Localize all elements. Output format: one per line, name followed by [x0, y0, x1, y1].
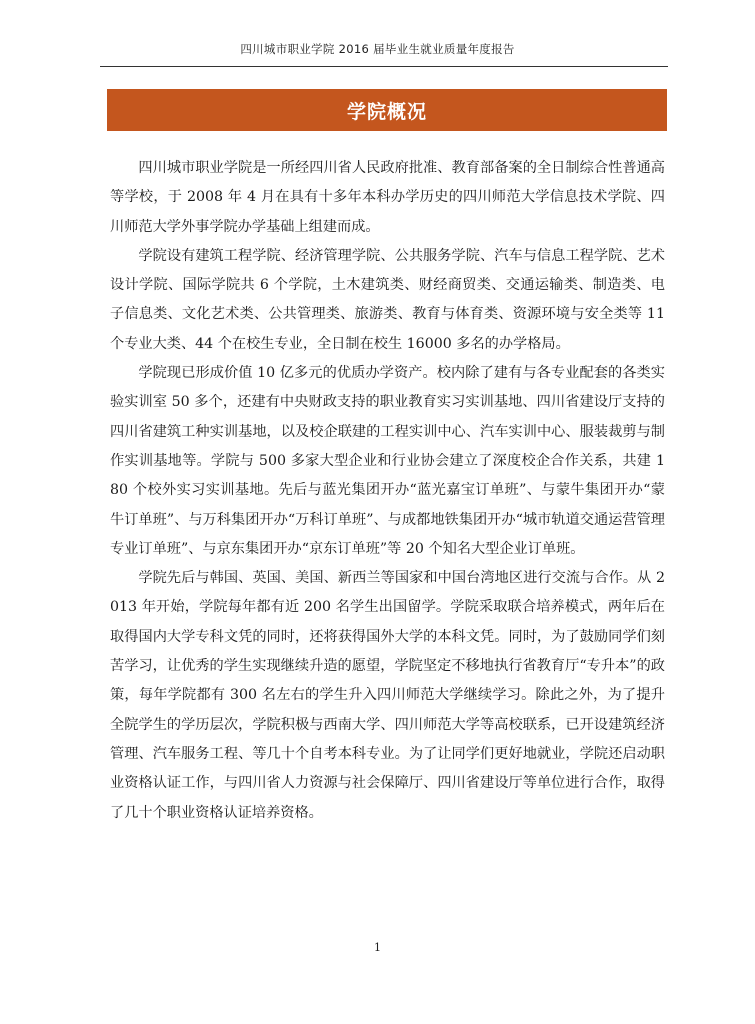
header-rule	[100, 66, 668, 67]
paragraph-international-exchange: 学院先后与韩国、英国、美国、新西兰等国家和中国台湾地区进行交流与合作。从 2013 年开始，学院每年都有近 200 名学生出国留学。学院采取联合培养模式，两年后在取得国内大学专科文凭的同时，还将获得国外大学的本科文凭。同时，为了鼓励同学们刻苦学习，让优秀的学生实现继续升造的愿望，学院坚定不移地执行省教育厅“专升本”的政策，每年学院都有 300 名左右的学生升入四川师范大学继续学习。除此之外，为了提升全院学生的学历层次，学院积极与西南大学、四川师范大学等高校联系，已开设建筑经济管理、汽车服务工程、等几十个自考本科专业。为了让同学们更好地就业，学院还启动职业资格认证工作，与四川省人力资源与社会保障厅、四川省建设厅等单位进行合作，取得了几十个职业资格认证培养资格。	[110, 570, 665, 821]
running-header: 四川城市职业学院 2016 届毕业生就业质量年度报告	[240, 42, 515, 56]
page-number: 1	[374, 941, 381, 954]
paragraph-overview: 四川城市职业学院是一所经四川省人民政府批准、教育部备案的全日制综合性普通高等学校，于 2008 年 4 月在具有十多年本科办学历史的四川师范大学信息技术学院、四川师范大学外事学院办学基础上组建而成。	[110, 160, 665, 235]
body-text	[110, 154, 665, 828]
section-title: 学院概况	[346, 100, 427, 123]
section-title-banner	[107, 89, 667, 131]
paragraph-facilities-partners: 学院现已形成价值 10 亿多元的优质办学资产。校内除了建有与各专业配套的各类实验实训室 50 多个，还建有中央财政支持的职业教育实习实训基地、四川省建设厅支持的四川省建筑工种实训基地，以及校企联建的工程实训中心、汽车实训中心、服装裁剪与制作实训基地等。学院与 500 多家大型企业和行业协会建立了深度校企合作关系，共建 180 个校外实习实训基地。先后与蓝光集团开办“蓝光嘉宝订单班”、与蒙牛集团开办“蒙牛订单班”、与万科集团开办“万科订单班”、与成都地铁集团开办“城市轨道交通运营管理专业订单班”、与京东集团开办“京东订单班”等 20 个知名大型企业订单班。	[110, 365, 665, 557]
paragraph-colleges-majors: 学院设有建筑工程学院、经济管理学院、公共服务学院、汽车与信息工程学院、艺术设计学院、国际学院共 6 个学院，土木建筑类、财经商贸类、交通运输类、制造类、电子信息类、文化艺术类、公共管理类、旅游类、教育与体育类、资源环境与安全类等 11 个专业大类、44 个在校生专业，全日制在校生 16000 多名的办学格局。	[110, 247, 665, 352]
